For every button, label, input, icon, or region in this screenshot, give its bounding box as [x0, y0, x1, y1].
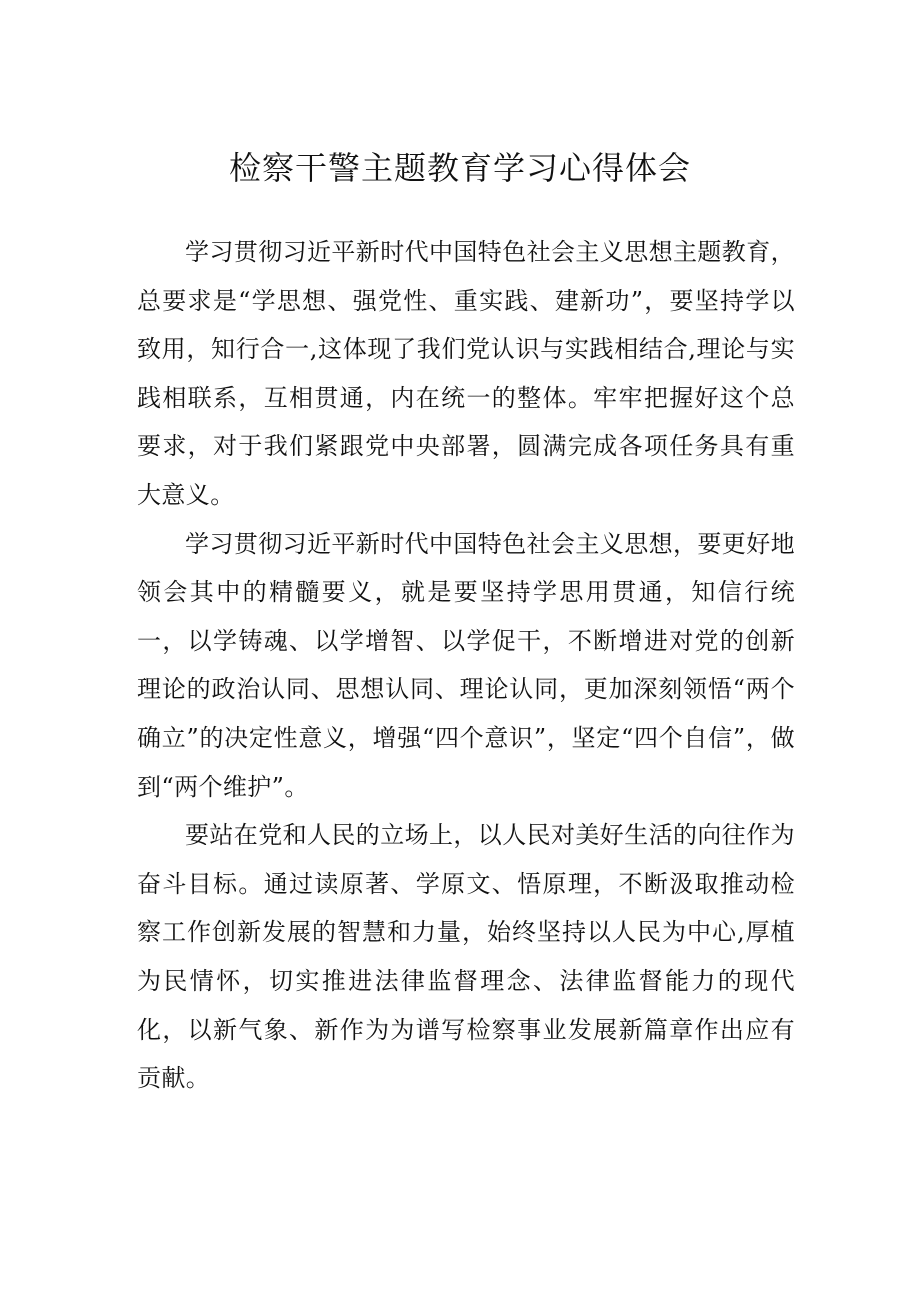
document-body: [137, 228, 795, 1103]
paragraph-2: 学习贯彻习近平新时代中国特色社会主义思想，要更好地领会其中的精髓要义，就是要坚持学思用贯通，知信行统一，以学铸魂、以学增智、以学促干，不断增进对党的创新理论的政治认同、思想认同、理论认同，更加深刻领悟“两个确立”的决定性意义，增强“四个意识”，坚定“四个自信”，做到“两个维护”。: [137, 529, 795, 801]
paragraph-3: 要站在党和人民的立场上，以人民对美好生活的向往作为奋斗目标。通过读原著、学原文、悟原理，不断汲取推动检察工作创新发展的智慧和力量，始终坚持以人民为中心,厚植为民情怀，切实推进法律监督理念、法律监督能力的现代化，以新气象、新作为为谱写检察事业发展新篇章作出应有贡献。: [137, 821, 795, 1093]
document-title: 检察干警主题教育学习心得体会: [228, 149, 691, 187]
paragraph-1: 学习贯彻习近平新时代中国特色社会主义思想主题教育，总要求是“学思想、强党性、重实践、建新功”，要坚持学以致用，知行合一,这体现了我们党认识与实践相结合,理论与实践相联系，互相贯通，内在统一的整体。牢牢把握好这个总要求，对于我们紧跟党中央部署，圆满完成各项任务具有重大意义。: [137, 238, 795, 509]
